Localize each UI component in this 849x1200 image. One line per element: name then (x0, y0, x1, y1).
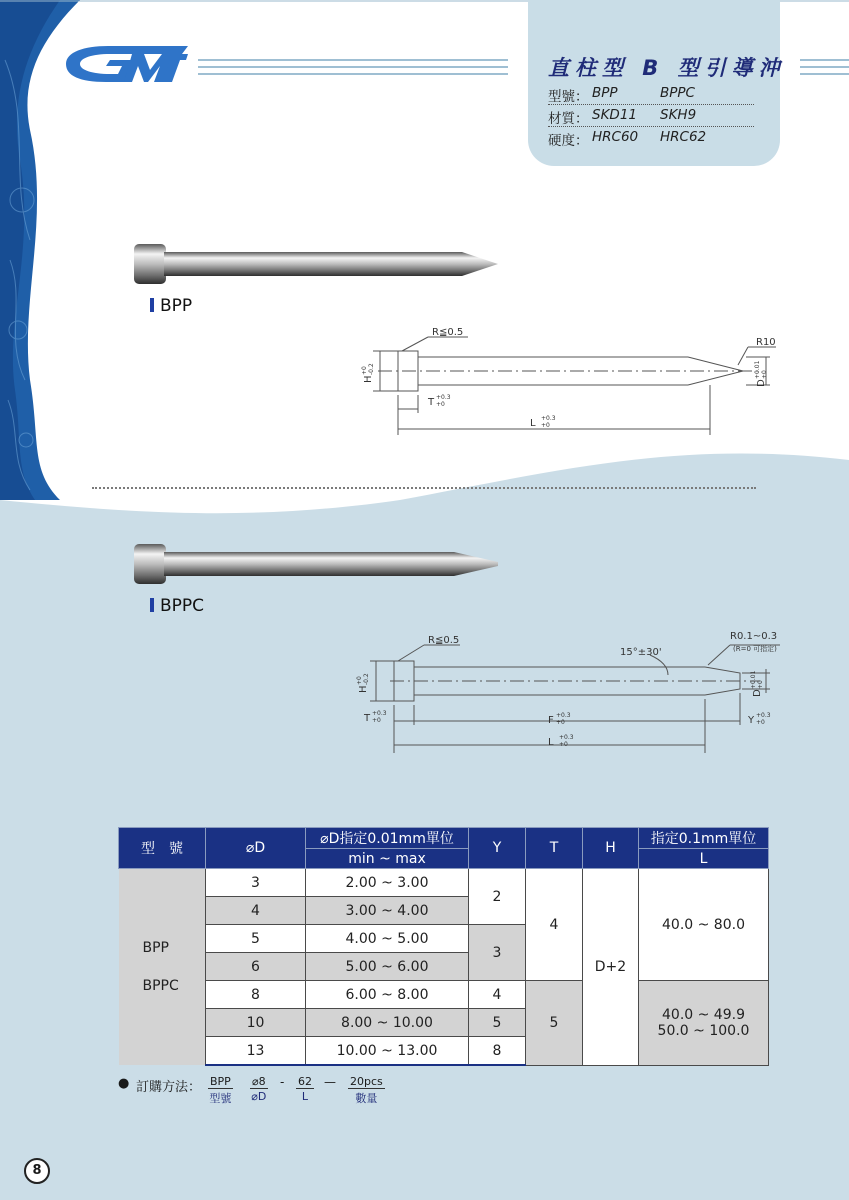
info-value: SKH9 (660, 107, 697, 123)
bpp-l-dim: L (530, 418, 536, 429)
bpp-d-dim: D (756, 379, 767, 387)
info-row-hardness (548, 126, 754, 148)
l-cell (639, 981, 769, 1066)
info-value: HRC60 (592, 129, 639, 145)
type-cell (119, 869, 206, 1066)
bpp-tip-radius: R10 (756, 337, 776, 348)
l-cell: 40.0 ~ 80.0 (639, 869, 769, 981)
order-label: 訂購方法： (136, 1080, 202, 1095)
bullet-icon: ● (118, 1076, 130, 1091)
bppc-label (150, 596, 204, 616)
bppc-f-tol-upper: +0.3 (556, 712, 571, 719)
bpp-d-tol-upper: +0.01 (754, 360, 761, 379)
bppc-d-tol-lower: +0 (757, 680, 764, 689)
range-cell: 8.00 ~ 10.00 (306, 1009, 469, 1037)
t-cell: 4 (526, 869, 583, 981)
bpp-t-tol-upper: +0.3 (436, 394, 451, 401)
bppc-y-tol-lower: +0 (756, 719, 765, 726)
d-cell: 10 (206, 1009, 306, 1037)
bppc-technical-drawing (350, 625, 790, 755)
order-value: BPP (210, 1075, 231, 1088)
bppc-label-text: BPPC (160, 596, 205, 616)
info-value: BPP (592, 85, 618, 101)
table-row (119, 869, 769, 897)
bpp-pin-image (132, 240, 502, 290)
bpp-head-h: H (363, 375, 374, 383)
info-value: SKD11 (592, 107, 637, 123)
bppc-pin-image (132, 540, 502, 590)
bpp-head-h-tol-upper: +0 (361, 366, 368, 375)
order-part-d (250, 1075, 268, 1103)
range-cell: 6.00 ~ 8.00 (306, 981, 469, 1009)
bppc-l-tol-upper: +0.3 (559, 734, 574, 741)
label-marker (150, 598, 154, 612)
d-cell: 8 (206, 981, 306, 1009)
range-cell: 4.00 ~ 5.00 (306, 925, 469, 953)
info-key: 硬度： (548, 133, 589, 149)
range-cell: 10.00 ~ 13.00 (306, 1037, 469, 1066)
bppc-f-dim: F (548, 715, 554, 726)
header-d-unit: ⌀D指定0.01mm單位 (306, 828, 469, 849)
d-cell: 4 (206, 897, 306, 925)
bpp-technical-drawing (358, 325, 788, 440)
bppc-t-dim: T (364, 713, 371, 724)
bpp-l-tol-lower: +0 (541, 422, 550, 429)
y-cell: 3 (469, 925, 526, 981)
header-y: Y (469, 828, 526, 869)
info-row-model (548, 82, 754, 105)
bppc-head-h-tol-upper: +0 (356, 676, 363, 685)
bppc-d-dim: D (752, 689, 763, 697)
info-value: BPPC (660, 85, 695, 101)
order-value: ⌀8 (252, 1075, 266, 1088)
bppc-f-tol-lower: +0 (556, 719, 565, 726)
info-value: HRC62 (660, 129, 707, 145)
header-t: T (526, 828, 583, 869)
order-caption: L (301, 1090, 309, 1103)
bppc-angle: 15°±30' (620, 647, 662, 658)
header-d: ⌀D (206, 828, 306, 869)
bppc-tip-radius: R0.1~0.3 (730, 631, 778, 642)
header-type: 型 號 (119, 828, 206, 869)
bppc-d-tol-upper: +0.01 (750, 670, 757, 689)
info-key: 型號： (548, 89, 589, 105)
section-divider (92, 487, 756, 489)
order-value: 62 (298, 1075, 312, 1088)
product-title: 直柱型 B 型引導沖 (548, 56, 786, 80)
y-cell: 8 (469, 1037, 526, 1066)
bpp-label (150, 296, 192, 316)
gmt-logo (48, 40, 188, 88)
order-value: 20pcs (350, 1075, 383, 1088)
order-caption: 型號 (209, 1092, 232, 1105)
order-caption: 數量 (355, 1092, 378, 1105)
range-cell: 2.00 ~ 3.00 (306, 869, 469, 897)
table-row (119, 981, 769, 1009)
d-cell: 13 (206, 1037, 306, 1066)
d-cell: 6 (206, 953, 306, 981)
t-cell: 5 (526, 981, 583, 1066)
bpp-d-tol-lower: +0 (761, 370, 768, 379)
header-d-range: min ~ max (306, 849, 469, 869)
d-cell: 5 (206, 925, 306, 953)
y-cell: 2 (469, 869, 526, 925)
bpp-t-dim: T (428, 397, 435, 408)
header-l: L (639, 849, 769, 869)
info-key: 材質： (548, 111, 589, 127)
type-bppc: BPPC (142, 978, 179, 994)
bppc-l-tol-lower: +0 (559, 741, 568, 748)
bpp-label-text: BPP (160, 296, 193, 316)
bppc-t-tol-lower: +0 (372, 717, 381, 724)
info-row-material (548, 104, 754, 127)
bppc-head-radius: R≦0.5 (428, 635, 460, 646)
order-method (118, 1073, 438, 1109)
bppc-l-dim: L (548, 737, 554, 748)
range-cell: 3.00 ~ 4.00 (306, 897, 469, 925)
header-rule-left (198, 56, 508, 78)
header-l-unit: 指定0.1mm單位 (639, 828, 769, 849)
header-h: H (583, 828, 639, 869)
d-cell: 3 (206, 869, 306, 897)
bppc-y-tol-upper: +0.3 (756, 712, 771, 719)
order-separator: — (324, 1075, 336, 1089)
page-number: 8 (24, 1158, 50, 1184)
y-cell: 4 (469, 981, 526, 1009)
l-range-2: 50.0 ~ 100.0 (657, 1022, 750, 1039)
bpp-t-tol-lower: +0 (436, 401, 445, 408)
y-cell: 5 (469, 1009, 526, 1037)
bppc-head-h-tol-lower: -0.2 (363, 673, 370, 685)
type-bpp: BPP (142, 940, 169, 956)
bpp-head-radius: R≦0.5 (432, 327, 464, 338)
l-range-1: 40.0 ~ 49.9 (662, 1006, 745, 1023)
order-part-qty (348, 1075, 385, 1106)
product-info-box (528, 0, 786, 166)
order-part-model (208, 1075, 233, 1106)
header-rule-right (800, 56, 849, 78)
range-cell: 5.00 ~ 6.00 (306, 953, 469, 981)
bpp-head-h-tol-lower: -0.2 (368, 363, 375, 375)
order-caption: ⌀D (251, 1090, 267, 1103)
bppc-head-h: H (358, 685, 369, 693)
bppc-y-dim: Y (748, 715, 755, 726)
label-marker (150, 298, 154, 312)
spec-table (118, 827, 769, 1066)
order-separator: - (280, 1075, 285, 1089)
bpp-l-tol-upper: +0.3 (541, 415, 556, 422)
bppc-t-tol-upper: +0.3 (372, 710, 387, 717)
h-cell: D+2 (583, 869, 639, 1066)
order-part-l (296, 1075, 314, 1103)
bppc-tip-note: (R=0 可指定) (733, 645, 777, 653)
